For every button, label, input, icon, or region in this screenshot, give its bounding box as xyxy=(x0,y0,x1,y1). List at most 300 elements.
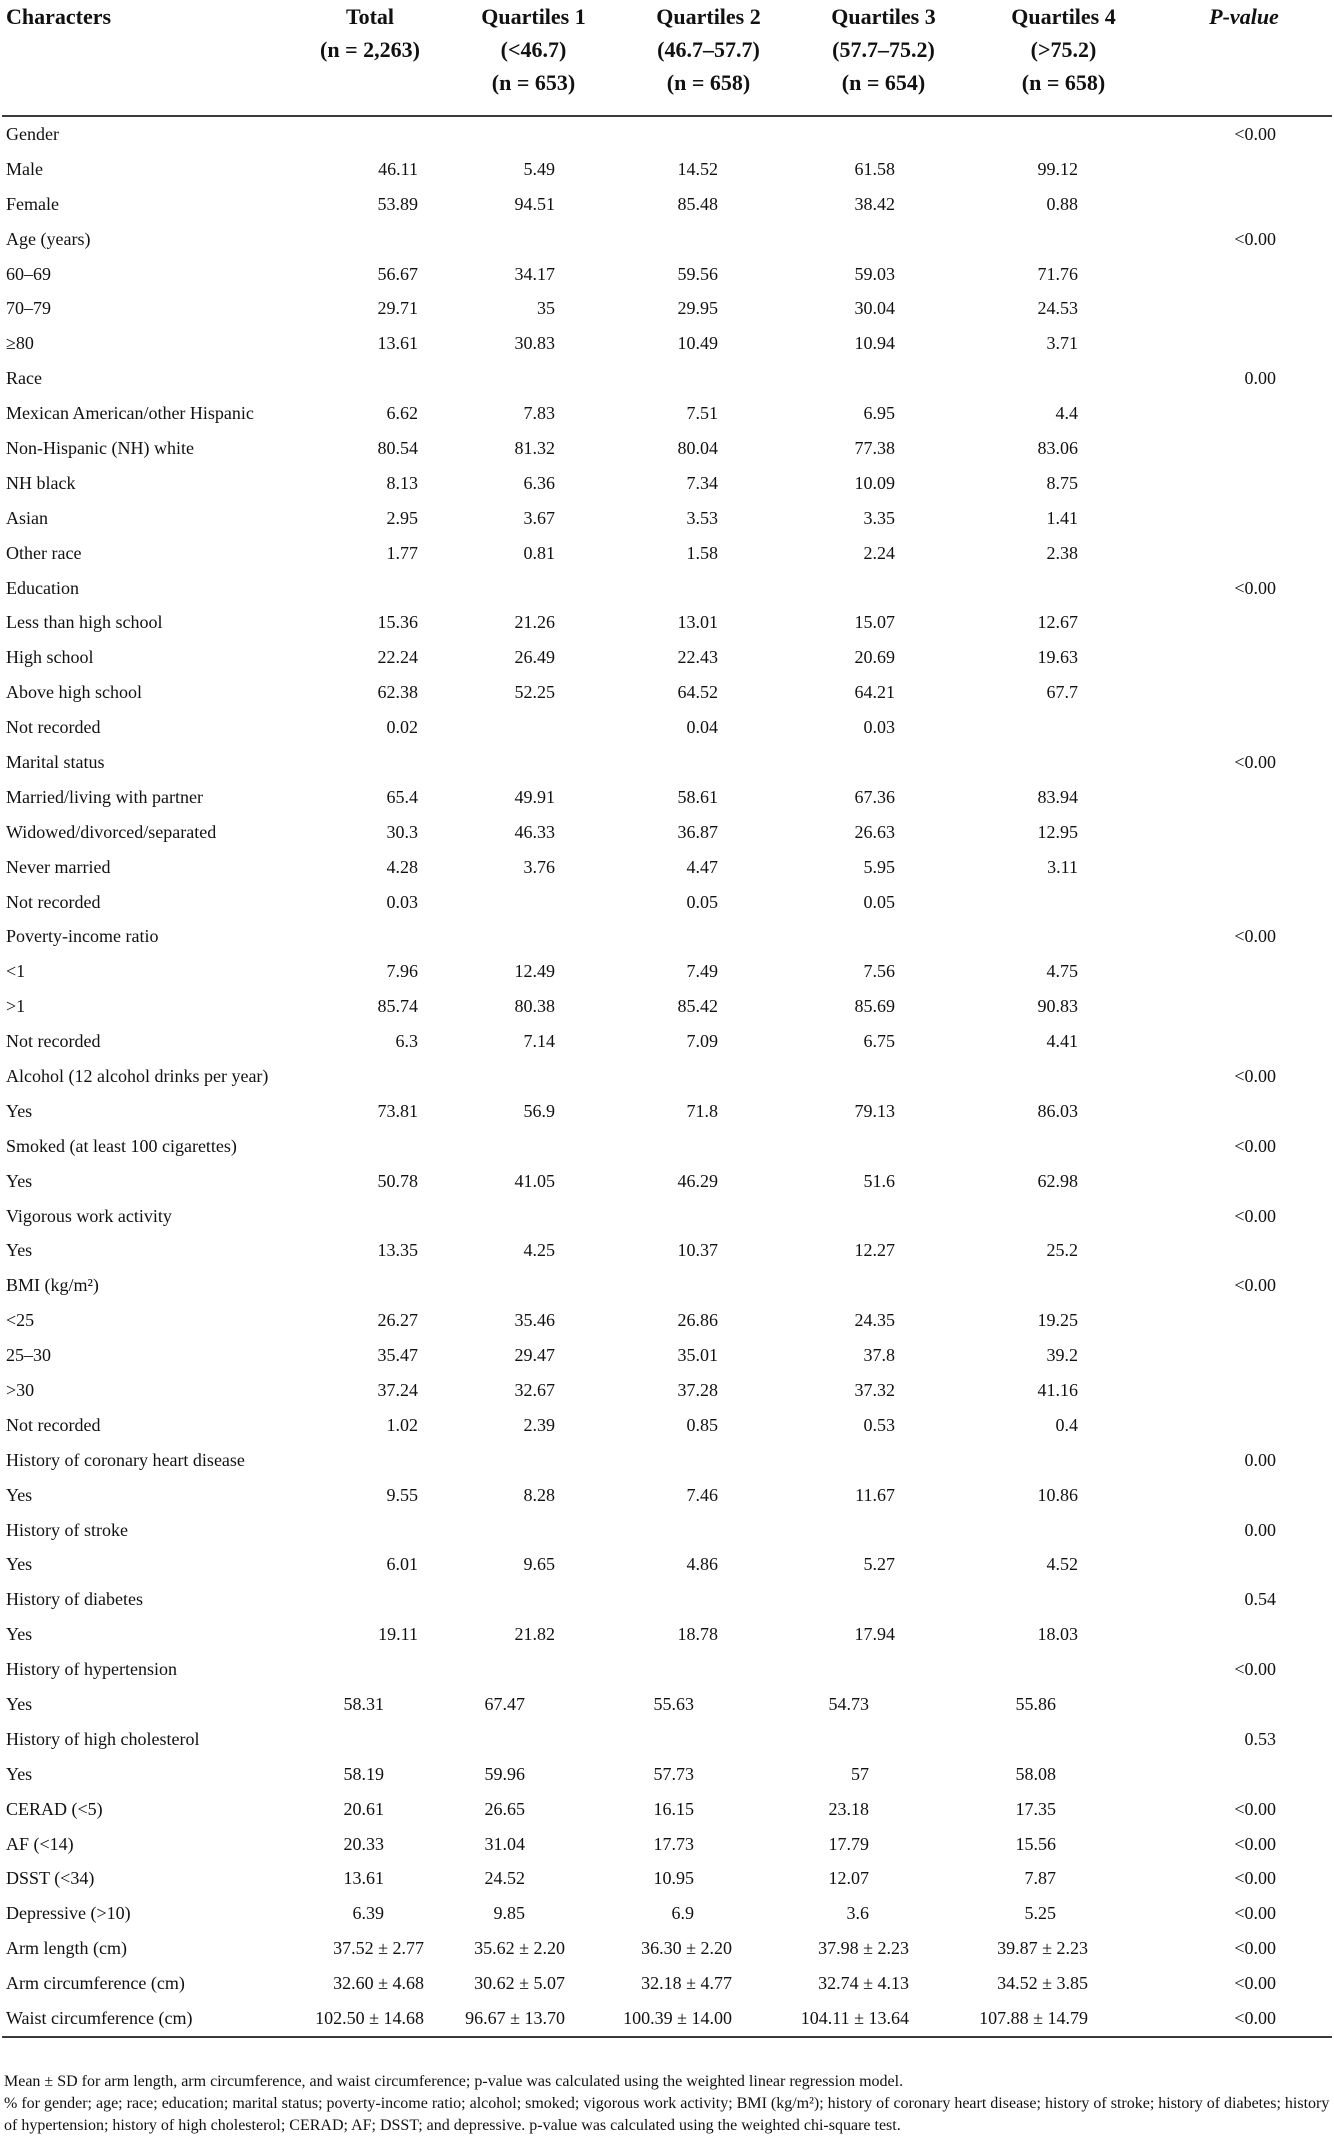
cell-total: 35.47 xyxy=(377,1345,418,1366)
cell-quartile-3: 61.58 xyxy=(854,158,895,179)
cell-quartile-1: 21.82 xyxy=(514,1624,555,1645)
cell-quartile-1: 4.25 xyxy=(523,1240,555,1261)
row-label: Poverty-income ratio xyxy=(6,926,159,947)
cell-total: 58.31 xyxy=(343,1694,384,1715)
cell-quartile-4: 12.67 xyxy=(1037,612,1078,633)
cell-p-value xyxy=(1156,257,1332,292)
header-q2-range: (46.7–57.7) xyxy=(657,37,760,62)
table-body xyxy=(2,116,1332,2037)
cell-quartile-1 xyxy=(446,116,621,152)
cell-quartile-3: 79.13 xyxy=(854,1100,895,1121)
cell-quartile-4: 41.16 xyxy=(1037,1380,1078,1400)
cell-quartile-4: 86.03 xyxy=(1037,1100,1078,1121)
cell-total: 20.33 xyxy=(343,1833,384,1854)
header-row xyxy=(2,0,1332,116)
cell-quartile-1 xyxy=(446,710,621,745)
cell-quartile-2: 14.52 xyxy=(677,158,718,179)
cell-quartile-1: 67.47 xyxy=(484,1694,525,1715)
cell-quartile-4: 3.71 xyxy=(1046,333,1078,354)
cell-quartile-2: 36.30 ± 2.20 xyxy=(641,1938,732,1959)
cell-quartile-2 xyxy=(621,1443,796,1478)
cell-total xyxy=(294,1129,446,1164)
cell-total xyxy=(294,919,446,954)
cell-quartile-4: 19.25 xyxy=(1037,1310,1078,1331)
table-row xyxy=(2,1931,1332,1966)
row-label: Smoked (at least 100 cigarettes) xyxy=(6,1135,237,1156)
cell-quartile-3: 5.27 xyxy=(863,1554,895,1575)
cell-p-value xyxy=(1156,1303,1332,1338)
cell-total: 6.39 xyxy=(352,1903,384,1924)
cell-quartile-3: 0.53 xyxy=(863,1414,895,1435)
header-q3-n: (n = 654) xyxy=(841,70,926,95)
table-row xyxy=(2,1478,1332,1513)
cell-quartile-3 xyxy=(796,361,971,396)
table-row xyxy=(2,257,1332,292)
cell-total: 37.24 xyxy=(377,1380,418,1400)
table-row xyxy=(2,1164,1332,1199)
cell-quartile-4 xyxy=(971,710,1156,745)
cell-total: 8.13 xyxy=(386,472,418,493)
row-label: 70–79 xyxy=(6,298,51,319)
cell-total: 29.71 xyxy=(377,298,418,319)
header-q3-range: (57.7–75.2) xyxy=(832,37,935,62)
header-q1-label: Quartiles 1 xyxy=(481,4,586,29)
cell-quartile-1: 30.62 ± 5.07 xyxy=(474,1973,565,1994)
table-row xyxy=(2,1024,1332,1059)
cell-quartile-3: 32.74 ± 4.13 xyxy=(818,1973,909,1994)
category-row xyxy=(2,571,1332,606)
cell-total: 85.74 xyxy=(377,996,418,1017)
cell-p-value: <0.00 xyxy=(1234,1135,1276,1156)
cell-quartile-1: 6.36 xyxy=(523,472,555,493)
cell-total: 22.24 xyxy=(377,647,418,668)
header-q2-n: (n = 658) xyxy=(666,70,751,95)
category-row xyxy=(2,222,1332,257)
cell-quartile-4 xyxy=(971,1129,1156,1164)
cell-quartile-1: 24.52 xyxy=(484,1868,525,1889)
cell-quartile-3: 54.73 xyxy=(828,1694,869,1715)
cell-total: 50.78 xyxy=(377,1170,418,1191)
cell-quartile-2: 16.15 xyxy=(653,1798,694,1819)
cell-quartile-3 xyxy=(796,1582,971,1617)
cell-total: 37.52 ± 2.77 xyxy=(333,1938,424,1959)
cell-quartile-2 xyxy=(621,1652,796,1687)
cell-quartile-1 xyxy=(446,919,621,954)
cell-quartile-2: 22.43 xyxy=(677,647,718,668)
row-label: Male xyxy=(6,158,43,179)
cell-quartile-2: 7.46 xyxy=(686,1484,718,1505)
cell-quartile-2: 1.58 xyxy=(686,542,718,563)
cell-quartile-4: 34.52 ± 3.85 xyxy=(997,1973,1088,1994)
cell-quartile-4: 90.83 xyxy=(1037,996,1078,1017)
cell-p-value: 0.00 xyxy=(1244,368,1276,389)
table-row xyxy=(2,1408,1332,1443)
row-label: NH black xyxy=(6,472,76,493)
cell-total: 20.61 xyxy=(343,1798,384,1819)
cell-quartile-3: 64.21 xyxy=(854,682,895,703)
cell-quartile-1: 59.96 xyxy=(484,1763,525,1784)
cell-quartile-4 xyxy=(971,1268,1156,1303)
cell-total: 13.61 xyxy=(343,1868,384,1889)
table-row xyxy=(2,989,1332,1024)
cell-quartile-1: 7.83 xyxy=(523,403,555,424)
cell-quartile-1: 35.46 xyxy=(514,1310,555,1331)
category-row xyxy=(2,1582,1332,1617)
cell-quartile-2 xyxy=(621,361,796,396)
cell-total: 80.54 xyxy=(377,437,418,458)
row-label: Above high school xyxy=(6,682,142,703)
cell-p-value: <0.00 xyxy=(1234,1065,1276,1086)
cell-total: 13.35 xyxy=(377,1240,418,1261)
cell-quartile-2 xyxy=(621,1129,796,1164)
cell-quartile-2 xyxy=(621,116,796,152)
category-row xyxy=(2,1722,1332,1757)
row-label: <25 xyxy=(6,1310,35,1331)
row-label: >30 xyxy=(6,1380,35,1400)
cell-total xyxy=(294,222,446,257)
cell-quartile-2 xyxy=(621,1199,796,1234)
cell-quartile-4: 5.25 xyxy=(1024,1903,1056,1924)
category-row xyxy=(2,745,1332,780)
cell-quartile-1: 56.9 xyxy=(523,1100,555,1121)
cell-quartile-2: 58.61 xyxy=(677,786,718,807)
cell-quartile-2: 80.04 xyxy=(677,437,718,458)
cell-p-value: <0.00 xyxy=(1234,1973,1276,1994)
cell-total: 1.02 xyxy=(386,1414,418,1435)
cell-quartile-1 xyxy=(446,1199,621,1234)
cell-p-value xyxy=(1156,850,1332,885)
cell-quartile-2: 37.28 xyxy=(677,1380,718,1400)
row-label: Never married xyxy=(6,856,111,877)
header-q4-n: (n = 658) xyxy=(1021,70,1106,95)
footnote-percent: % for gender; age; race; education; marital status; poverty-income ratio; alcohol; smoked; vigorous work activity; BMI (kg/m²); history of coronary heart disease; history of stroke; history of diabetes; history of hypertension; history of high cholesterol; CERAD; AF; DSST; and depressive. p-value was calculated using the weighted chi-square test. xyxy=(4,2095,1330,2134)
cell-quartile-3: 0.03 xyxy=(863,717,895,738)
cell-quartile-3: 15.07 xyxy=(854,612,895,633)
cell-p-value: <0.00 xyxy=(1156,2001,1332,2037)
cell-quartile-4: 0.4 xyxy=(1055,1414,1078,1435)
cell-total: 7.96 xyxy=(386,961,418,982)
cell-quartile-3 xyxy=(796,1513,971,1548)
cell-quartile-1: 0.81 xyxy=(523,542,555,563)
cell-quartile-4: 25.2 xyxy=(1046,1240,1078,1261)
cell-quartile-3: 30.04 xyxy=(854,298,895,319)
cell-quartile-3: 23.18 xyxy=(828,1798,869,1819)
row-label: Yes xyxy=(6,1624,33,1645)
category-row xyxy=(2,1199,1332,1234)
table-row xyxy=(2,710,1332,745)
cell-quartile-4: 4.41 xyxy=(1046,1031,1078,1052)
header-pvalue-label: P-value xyxy=(1209,4,1279,29)
cell-p-value xyxy=(1156,501,1332,536)
header-pvalue xyxy=(1156,0,1332,116)
cell-quartile-1 xyxy=(446,571,621,606)
cell-quartile-2: 26.86 xyxy=(677,1310,718,1331)
row-label: Yes xyxy=(6,1694,33,1715)
cell-quartile-2: 57.73 xyxy=(653,1763,694,1784)
cell-total: 6.01 xyxy=(386,1554,418,1575)
cell-quartile-4 xyxy=(971,571,1156,606)
category-row xyxy=(2,1443,1332,1478)
cell-p-value xyxy=(1156,885,1332,920)
cell-quartile-4 xyxy=(971,1199,1156,1234)
table-row xyxy=(2,1757,1332,1792)
cell-quartile-3: 10.09 xyxy=(854,472,895,493)
cell-quartile-1: 7.14 xyxy=(523,1031,555,1052)
table-row xyxy=(2,605,1332,640)
cell-quartile-2: 85.42 xyxy=(677,996,718,1017)
cell-quartile-1 xyxy=(446,1268,621,1303)
table-row xyxy=(2,187,1332,222)
cell-quartile-3 xyxy=(796,1059,971,1094)
cell-quartile-3 xyxy=(796,1268,971,1303)
cell-quartile-3: 7.56 xyxy=(863,961,895,982)
cell-quartile-1: 30.83 xyxy=(514,333,555,354)
cell-quartile-3: 24.35 xyxy=(854,1310,895,1331)
cell-quartile-2: 17.73 xyxy=(653,1833,694,1854)
row-label: Arm circumference (cm) xyxy=(6,1973,185,1994)
table-row xyxy=(2,501,1332,536)
cell-quartile-4: 4.4 xyxy=(1055,403,1078,424)
header-total xyxy=(294,0,446,116)
table-row xyxy=(2,396,1332,431)
cell-quartile-4 xyxy=(971,361,1156,396)
table-row xyxy=(2,291,1332,326)
header-total-n: (n = 2,263) xyxy=(320,37,420,62)
header-q4 xyxy=(971,0,1156,116)
cell-quartile-4: 1.41 xyxy=(1046,507,1078,528)
table-row xyxy=(2,536,1332,571)
cell-quartile-3: 3.35 xyxy=(863,507,895,528)
cell-quartile-2: 100.39 ± 14.00 xyxy=(621,2001,796,2037)
row-label: History of coronary heart disease xyxy=(6,1449,245,1470)
table-footnotes xyxy=(4,2071,1330,2137)
header-characters-label: Characters xyxy=(6,4,112,29)
row-label: <1 xyxy=(6,961,26,982)
cell-quartile-2: 10.95 xyxy=(653,1868,694,1889)
cell-p-value xyxy=(1156,675,1332,710)
cell-quartile-2: 4.86 xyxy=(686,1554,718,1575)
cell-quartile-3: 3.6 xyxy=(846,1903,869,1924)
cell-p-value: <0.00 xyxy=(1234,1903,1276,1924)
cell-quartile-4: 39.2 xyxy=(1046,1345,1078,1366)
cell-quartile-1: 5.49 xyxy=(523,158,555,179)
cell-total xyxy=(294,116,446,152)
cell-quartile-2: 3.53 xyxy=(686,507,718,528)
cell-p-value xyxy=(1156,1687,1332,1722)
cell-total: 9.55 xyxy=(386,1484,418,1505)
cell-total: 4.28 xyxy=(386,856,418,877)
row-label: History of stroke xyxy=(6,1519,128,1540)
row-label: BMI (kg/m²) xyxy=(6,1275,99,1296)
cell-total: 1.77 xyxy=(386,542,418,563)
cell-quartile-1: 3.76 xyxy=(523,856,555,877)
cell-quartile-3: 26.63 xyxy=(854,821,895,842)
row-label: Asian xyxy=(6,507,48,528)
row-label: Not recorded xyxy=(6,1031,101,1052)
cell-total: 65.4 xyxy=(386,786,418,807)
row-label: Yes xyxy=(6,1100,33,1121)
table-row xyxy=(2,1966,1332,2001)
cell-p-value xyxy=(1156,152,1332,187)
cell-quartile-1: 21.26 xyxy=(514,612,555,633)
cell-quartile-1: 41.05 xyxy=(514,1170,555,1191)
footnote-mean-sd: Mean ± SD for arm length, arm circumference, and waist circumference; p-value was calculated using the weighted linear regression model. xyxy=(4,2073,904,2090)
cell-quartile-2: 0.05 xyxy=(686,891,718,912)
table-row xyxy=(2,1862,1332,1897)
cell-quartile-1: 26.49 xyxy=(514,647,555,668)
cell-quartile-3: 12.27 xyxy=(854,1240,895,1261)
cell-quartile-1: 8.28 xyxy=(523,1484,555,1505)
cell-quartile-1: 52.25 xyxy=(514,682,555,703)
category-row xyxy=(2,361,1332,396)
cell-total xyxy=(294,1582,446,1617)
row-label: Not recorded xyxy=(6,717,101,738)
cell-quartile-4: 0.88 xyxy=(1046,193,1078,214)
cell-p-value: 0.00 xyxy=(1244,1449,1276,1470)
header-q1-range: (<46.7) xyxy=(500,37,567,62)
cell-quartile-4 xyxy=(971,745,1156,780)
cell-quartile-2: 7.51 xyxy=(686,403,718,424)
category-row xyxy=(2,1129,1332,1164)
table-row xyxy=(2,885,1332,920)
cell-quartile-3: 85.69 xyxy=(854,996,895,1017)
cell-total: 102.50 ± 14.68 xyxy=(294,2001,446,2037)
row-label: Arm length (cm) xyxy=(6,1938,127,1959)
cell-quartile-3: 17.79 xyxy=(828,1833,869,1854)
cell-quartile-4: 12.95 xyxy=(1037,821,1078,842)
header-q2-label: Quartiles 2 xyxy=(656,4,761,29)
table-row xyxy=(2,1548,1332,1583)
cell-p-value xyxy=(1156,1373,1332,1408)
cell-p-value xyxy=(1156,291,1332,326)
cell-quartile-1 xyxy=(446,222,621,257)
cell-quartile-2: 46.29 xyxy=(677,1170,718,1191)
cell-quartile-1: 29.47 xyxy=(514,1345,555,1366)
row-label: Gender xyxy=(6,123,59,144)
cell-quartile-4 xyxy=(971,919,1156,954)
cell-p-value: 0.54 xyxy=(1244,1589,1276,1610)
cell-quartile-2: 7.49 xyxy=(686,961,718,982)
cell-quartile-1: 35.62 ± 2.20 xyxy=(474,1938,565,1959)
row-label: Other race xyxy=(6,542,82,563)
header-q4-range: (>75.2) xyxy=(1030,37,1097,62)
cell-quartile-2 xyxy=(621,745,796,780)
cell-quartile-4: 7.87 xyxy=(1024,1868,1056,1889)
cell-quartile-2 xyxy=(621,1722,796,1757)
cell-p-value: <0.00 xyxy=(1234,926,1276,947)
row-label: Yes xyxy=(6,1484,33,1505)
cell-quartile-4 xyxy=(971,1443,1156,1478)
cell-quartile-2: 35.01 xyxy=(677,1345,718,1366)
row-label: ≥80 xyxy=(6,333,34,354)
cell-quartile-3 xyxy=(796,919,971,954)
row-label: Less than high school xyxy=(6,612,163,633)
cell-quartile-1: 81.32 xyxy=(514,437,555,458)
cell-p-value xyxy=(1156,187,1332,222)
cell-quartile-4: 39.87 ± 2.23 xyxy=(997,1938,1088,1959)
cell-p-value xyxy=(1156,1094,1332,1129)
cell-p-value xyxy=(1156,466,1332,501)
cell-p-value xyxy=(1156,780,1332,815)
table-row xyxy=(2,1617,1332,1652)
table-row xyxy=(2,1338,1332,1373)
category-row xyxy=(2,919,1332,954)
cell-quartile-4: 18.03 xyxy=(1037,1624,1078,1645)
cell-quartile-3: 59.03 xyxy=(854,263,895,284)
row-label: Education xyxy=(6,577,79,598)
cell-quartile-3 xyxy=(796,1129,971,1164)
cell-quartile-1: 80.38 xyxy=(514,996,555,1017)
cell-total xyxy=(294,361,446,396)
cell-quartile-4 xyxy=(971,222,1156,257)
cell-quartile-3 xyxy=(796,745,971,780)
row-label: CERAD (<5) xyxy=(6,1798,103,1819)
cell-quartile-4: 83.06 xyxy=(1037,437,1078,458)
cell-quartile-3: 20.69 xyxy=(854,647,895,668)
row-label: History of diabetes xyxy=(6,1589,143,1610)
cell-quartile-2: 10.37 xyxy=(677,1240,718,1261)
cell-total xyxy=(294,1059,446,1094)
cell-p-value xyxy=(1156,1478,1332,1513)
table-row xyxy=(2,326,1332,361)
cell-quartile-1: 32.67 xyxy=(514,1380,555,1400)
cell-p-value xyxy=(1156,1164,1332,1199)
table-row xyxy=(2,152,1332,187)
cell-quartile-1: 12.49 xyxy=(514,961,555,982)
cell-p-value xyxy=(1156,640,1332,675)
table-row xyxy=(2,1234,1332,1269)
cell-total xyxy=(294,1199,446,1234)
cell-quartile-4: 83.94 xyxy=(1037,786,1078,807)
cell-p-value: <0.00 xyxy=(1234,1868,1276,1889)
row-label: Not recorded xyxy=(6,891,101,912)
cell-quartile-3: 37.32 xyxy=(854,1380,895,1400)
cell-quartile-1: 9.65 xyxy=(523,1554,555,1575)
cell-quartile-3 xyxy=(796,116,971,152)
cell-p-value: <0.00 xyxy=(1234,1798,1276,1819)
header-q1-n: (n = 653) xyxy=(491,70,576,95)
cell-quartile-3 xyxy=(796,1199,971,1234)
cell-quartile-3: 6.95 xyxy=(863,403,895,424)
cell-quartile-4: 2.38 xyxy=(1046,542,1078,563)
cell-quartile-1 xyxy=(446,1513,621,1548)
cell-total xyxy=(294,1652,446,1687)
cell-p-value: <0.00 xyxy=(1234,751,1276,772)
cell-quartile-2 xyxy=(621,1582,796,1617)
cell-total: 62.38 xyxy=(377,682,418,703)
cell-quartile-1: 96.67 ± 13.70 xyxy=(446,2001,621,2037)
cell-quartile-1: 9.85 xyxy=(493,1903,525,1924)
cell-quartile-3 xyxy=(796,1652,971,1687)
table-row xyxy=(2,780,1332,815)
cell-quartile-1 xyxy=(446,885,621,920)
cell-quartile-4: 19.63 xyxy=(1037,647,1078,668)
cell-quartile-3 xyxy=(796,222,971,257)
cell-quartile-1 xyxy=(446,1443,621,1478)
cell-quartile-4 xyxy=(971,885,1156,920)
cell-quartile-4: 62.98 xyxy=(1037,1170,1078,1191)
cell-quartile-3 xyxy=(796,1722,971,1757)
cell-quartile-1 xyxy=(446,1059,621,1094)
cell-quartile-1: 34.17 xyxy=(514,263,555,284)
cell-total: 15.36 xyxy=(377,612,418,633)
cell-quartile-1: 31.04 xyxy=(484,1833,525,1854)
table-row xyxy=(2,1896,1332,1931)
row-label: Yes xyxy=(6,1170,33,1191)
cell-quartile-2: 7.09 xyxy=(686,1031,718,1052)
cell-quartile-4: 24.53 xyxy=(1037,298,1078,319)
cell-quartile-1 xyxy=(446,1582,621,1617)
